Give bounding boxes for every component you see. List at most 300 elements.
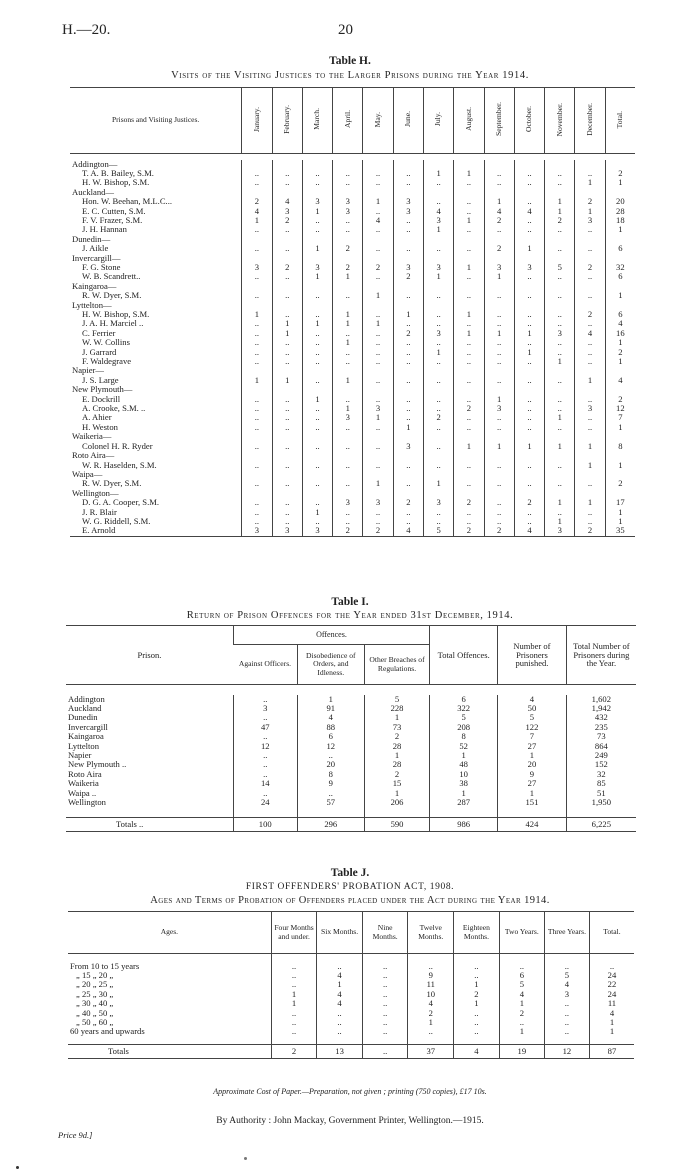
- table-cell: 2: [363, 526, 393, 536]
- table-cell: ..: [317, 1018, 363, 1027]
- table-cell: ..: [545, 319, 575, 328]
- authority-line: By Authority : John Mackay, Government Printer, Wellington.—1915.: [216, 1116, 484, 1126]
- table-cell: 1: [545, 498, 575, 507]
- table-cell: 3: [423, 216, 453, 225]
- table-cell: ..: [423, 291, 453, 300]
- table-cell: 1,950: [566, 798, 636, 807]
- table-cell: ..: [333, 169, 363, 178]
- table-cell: ..: [302, 442, 332, 451]
- table-cell: 1: [302, 207, 332, 216]
- page-header-ref: H.—20.: [62, 22, 111, 38]
- table-cell: ..: [363, 169, 393, 178]
- table-cell: ..: [302, 517, 332, 526]
- table-cell: 4: [514, 526, 544, 536]
- prison-name: Auckland: [68, 702, 102, 713]
- table-cell: ..: [242, 244, 272, 253]
- header-against: Against Officers.: [238, 659, 292, 669]
- justice-name: J. R. Blair: [82, 506, 117, 517]
- age-range: „ 20 „ 25 „: [76, 979, 114, 990]
- table-cell: ..: [302, 413, 332, 422]
- table-cell: ..: [575, 291, 605, 300]
- table-cell: 27: [498, 742, 566, 751]
- table-cell: ..: [545, 348, 575, 357]
- table-cell: ..: [242, 498, 272, 507]
- table-cell: 2: [272, 263, 302, 272]
- header-other: Other Breaches of Regulations.: [364, 645, 429, 685]
- table-cell: ..: [484, 498, 514, 507]
- table-cell: ..: [242, 338, 272, 347]
- table-h-header-label: December.: [584, 102, 594, 136]
- table-cell: 3: [302, 526, 332, 536]
- table-cell: ..: [423, 319, 453, 328]
- table-cell: ..: [454, 461, 484, 470]
- table-cell: ..: [545, 479, 575, 488]
- table-cell: ..: [271, 971, 316, 980]
- ink-speck: [16, 1166, 19, 1169]
- table-cell: ..: [233, 695, 297, 704]
- table-cell: 73: [364, 723, 429, 732]
- table-cell: 4: [589, 1009, 634, 1018]
- table-cell: ..: [233, 713, 297, 722]
- table-cell: ..: [545, 310, 575, 319]
- table-cell: 1: [271, 999, 316, 1008]
- table-cell: ..: [484, 338, 514, 347]
- prison-name: Invercargill: [68, 721, 108, 732]
- table-cell: ..: [317, 1027, 363, 1036]
- table-cell: ..: [233, 751, 297, 760]
- table-cell: 1: [484, 272, 514, 281]
- table-cell: 57: [297, 798, 364, 807]
- table-cell: ..: [545, 461, 575, 470]
- table-cell: 2: [575, 197, 605, 206]
- table-cell: 1: [423, 169, 453, 178]
- total-cell: 986: [430, 817, 498, 831]
- table-cell: 5: [498, 713, 566, 722]
- table-cell: ..: [393, 216, 423, 225]
- table-cell: 3: [393, 442, 423, 451]
- table-cell: ..: [454, 319, 484, 328]
- table-cell: 2: [454, 526, 484, 536]
- total-cell: 4: [454, 1045, 500, 1059]
- table-cell: ..: [333, 329, 363, 338]
- table-cell: 3: [423, 329, 453, 338]
- table-cell: ..: [423, 357, 453, 366]
- table-cell: 1: [423, 479, 453, 488]
- prison-group-name: Addington—: [72, 158, 118, 169]
- table-row: [66, 760, 636, 769]
- table-cell: ..: [408, 1027, 454, 1036]
- table-cell: ..: [484, 178, 514, 187]
- table-cell: 32: [566, 770, 636, 779]
- table-cell: ..: [272, 310, 302, 319]
- table-cell: 3: [302, 263, 332, 272]
- table-cell: 6: [430, 695, 498, 704]
- table-cell: ..: [333, 395, 363, 404]
- prison-group-name: Invercargill—: [72, 252, 121, 263]
- table-cell: 6: [499, 971, 544, 980]
- table-cell: 1: [454, 263, 484, 272]
- table-cell: ..: [317, 962, 363, 971]
- table-cell: ..: [302, 423, 332, 432]
- table-cell: 1: [363, 291, 393, 300]
- table-cell: ..: [484, 225, 514, 234]
- justice-name: F. Waldegrave: [82, 356, 132, 367]
- table-h-title: Table H.: [329, 55, 371, 67]
- table-cell: 14: [233, 779, 297, 788]
- table-row: [70, 479, 635, 488]
- table-cell: ..: [484, 357, 514, 366]
- table-j-header: Four Months and under.: [271, 912, 316, 954]
- table-cell: 73: [566, 732, 636, 741]
- table-h-header: [363, 88, 393, 154]
- table-h-header-label: May.: [372, 111, 382, 127]
- table-cell: ..: [454, 1027, 500, 1036]
- table-cell: ..: [484, 508, 514, 517]
- table-row: [70, 207, 635, 216]
- table-row: [70, 329, 635, 338]
- table-row: [66, 713, 636, 722]
- table-cell: ..: [302, 225, 332, 234]
- table-cell: ..: [362, 962, 408, 971]
- table-cell: 432: [566, 713, 636, 722]
- table-cell: 2: [575, 310, 605, 319]
- table-cell: ..: [545, 291, 575, 300]
- table-h-header: [333, 88, 363, 154]
- table-h-subtitle: Visits of the Visiting Justices to the Larger Prisons during the Year 1914.: [171, 70, 529, 81]
- table-cell: 52: [430, 742, 498, 751]
- table-cell: ..: [544, 1009, 589, 1018]
- table-cell: 2: [454, 498, 484, 507]
- table-cell: 47: [233, 723, 297, 732]
- justice-name: W. B. Scandrett..: [82, 271, 141, 282]
- table-h-header: [605, 88, 635, 154]
- justice-name: J. A. H. Marciel ..: [82, 318, 144, 329]
- table-i-title: Table I.: [331, 596, 369, 608]
- table-cell: ..: [454, 357, 484, 366]
- justice-name: W. G. Riddell, S.M.: [82, 515, 151, 526]
- table-cell: ..: [514, 508, 544, 517]
- table-h-header: [545, 88, 575, 154]
- table-cell: ..: [242, 178, 272, 187]
- table-cell: 1: [605, 517, 635, 526]
- table-cell: 2: [499, 1009, 544, 1018]
- table-cell: 2: [575, 263, 605, 272]
- table-cell: 1: [575, 498, 605, 507]
- table-row: [68, 990, 634, 999]
- table-cell: 1: [454, 169, 484, 178]
- table-cell: 2: [454, 990, 500, 999]
- table-row: [70, 442, 635, 451]
- justice-name: J. S. Large: [82, 374, 119, 385]
- table-cell: 2: [575, 526, 605, 536]
- table-cell: ..: [423, 404, 453, 413]
- table-cell: ..: [302, 461, 332, 470]
- header-disobedience: Disobedience of Orders, and Idleness.: [297, 645, 364, 685]
- table-cell: ..: [575, 508, 605, 517]
- table-cell: 7: [498, 732, 566, 741]
- table-cell: ..: [242, 479, 272, 488]
- table-cell: ..: [302, 376, 332, 385]
- table-cell: ..: [362, 1018, 408, 1027]
- table-cell: 1: [454, 442, 484, 451]
- table-cell: 1: [514, 442, 544, 451]
- table-cell: ..: [393, 169, 423, 178]
- table-cell: ..: [233, 789, 297, 798]
- justice-name: F. V. Frazer, S.M.: [82, 214, 143, 225]
- table-cell: ..: [272, 404, 302, 413]
- table-row: [70, 301, 635, 310]
- justice-name: A. Crooke, S.M. ..: [82, 403, 146, 414]
- justice-name: T. A. B. Bailey, S.M.: [82, 167, 154, 178]
- table-cell: 11: [589, 999, 634, 1008]
- table-cell: 1,942: [566, 704, 636, 713]
- table-cell: ..: [363, 461, 393, 470]
- table-cell: 1: [498, 789, 566, 798]
- prison-group-name: New Plymouth—: [72, 384, 133, 395]
- table-cell: 1: [454, 329, 484, 338]
- table-row: [70, 178, 635, 187]
- table-cell: ..: [514, 357, 544, 366]
- table-h-header-label: February.: [282, 104, 292, 134]
- table-cell: 1: [363, 479, 393, 488]
- table-cell: ..: [514, 461, 544, 470]
- table-h-header: [302, 88, 332, 154]
- table-row: [70, 160, 635, 169]
- table-cell: ..: [514, 479, 544, 488]
- prison-group-name: Lyttelton—: [72, 299, 112, 310]
- table-cell: ..: [545, 225, 575, 234]
- table-cell: 12: [297, 742, 364, 751]
- table-row: [70, 291, 635, 300]
- table-h-header-label: April.: [342, 110, 352, 129]
- table-cell: ..: [242, 291, 272, 300]
- table-cell: 12: [605, 404, 635, 413]
- table-cell: ..: [362, 1009, 408, 1018]
- table-cell: 4: [484, 207, 514, 216]
- table-cell: 4: [544, 980, 589, 989]
- table-cell: 249: [566, 751, 636, 760]
- prison-group-name: Auckland—: [72, 186, 115, 197]
- table-cell: ..: [272, 395, 302, 404]
- table-cell: ..: [363, 423, 393, 432]
- table-cell: ..: [575, 338, 605, 347]
- table-cell: 3: [333, 197, 363, 206]
- table-cell: 1: [605, 338, 635, 347]
- table-cell: 24: [589, 990, 634, 999]
- table-cell: ..: [333, 479, 363, 488]
- table-cell: 1: [333, 376, 363, 385]
- table-cell: 1: [575, 207, 605, 216]
- table-cell: 235: [566, 723, 636, 732]
- total-cell: 2: [271, 1045, 316, 1059]
- table-i-subtitle: Return of Prison Offences for the Year ended 31st December, 1914.: [186, 610, 514, 621]
- table-cell: 1: [271, 990, 316, 999]
- totals-row: [66, 817, 636, 831]
- table-row: [70, 272, 635, 281]
- table-row: [66, 704, 636, 713]
- table-row: [68, 999, 634, 1008]
- table-cell: ..: [272, 413, 302, 422]
- table-cell: ..: [233, 732, 297, 741]
- table-cell: 1: [393, 310, 423, 319]
- table-cell: ..: [272, 169, 302, 178]
- table-row: [70, 357, 635, 366]
- table-cell: ..: [393, 348, 423, 357]
- prison-group-name: Roto Aira—: [72, 450, 115, 461]
- table-cell: ..: [242, 272, 272, 281]
- table-cell: 1: [242, 376, 272, 385]
- table-cell: ..: [423, 423, 453, 432]
- total-cell: 12: [544, 1045, 589, 1059]
- table-cell: 152: [566, 760, 636, 769]
- table-cell: 1: [605, 178, 635, 187]
- table-cell: 11: [408, 980, 454, 989]
- table-cell: 4: [575, 329, 605, 338]
- table-cell: 3: [484, 404, 514, 413]
- table-cell: ..: [575, 479, 605, 488]
- table-cell: ..: [575, 517, 605, 526]
- table-j: [68, 911, 634, 1059]
- table-cell: ..: [242, 329, 272, 338]
- table-cell: 3: [363, 498, 393, 507]
- justice-name: H. W. Bishop, S.M.: [82, 309, 150, 319]
- table-cell: 1,602: [566, 695, 636, 704]
- justice-name: J. Aikle: [82, 243, 109, 254]
- table-cell: 17: [605, 498, 635, 507]
- age-range: „ 50 „ 60 „: [76, 1016, 114, 1027]
- table-cell: 3: [393, 263, 423, 272]
- table-cell: ..: [514, 225, 544, 234]
- table-cell: ..: [302, 348, 332, 357]
- table-j-header: Ages.: [160, 927, 179, 937]
- total-cell: 100: [233, 817, 297, 831]
- table-cell: 1: [605, 423, 635, 432]
- table-cell: ..: [514, 197, 544, 206]
- table-cell: ..: [242, 225, 272, 234]
- table-cell: 1: [499, 999, 544, 1008]
- table-row: [68, 1018, 634, 1027]
- page-number: 20: [338, 22, 353, 38]
- table-cell: 1: [575, 178, 605, 187]
- table-cell: ..: [363, 207, 393, 216]
- table-cell: ..: [423, 244, 453, 253]
- table-cell: ..: [302, 357, 332, 366]
- table-cell: 1: [430, 751, 498, 760]
- justice-name: R. W. Dyer, S.M.: [82, 478, 142, 489]
- table-cell: 1: [272, 319, 302, 328]
- table-cell: ..: [242, 348, 272, 357]
- total-cell: 296: [297, 817, 364, 831]
- table-cell: 4: [499, 990, 544, 999]
- table-cell: 91: [297, 704, 364, 713]
- table-cell: 4: [605, 319, 635, 328]
- table-cell: ..: [362, 1027, 408, 1036]
- table-cell: ..: [333, 357, 363, 366]
- table-cell: 3: [302, 197, 332, 206]
- table-cell: 88: [297, 723, 364, 732]
- table-cell: 1: [430, 789, 498, 798]
- table-cell: ..: [545, 395, 575, 404]
- table-cell: ..: [242, 319, 272, 328]
- table-cell: ..: [302, 310, 332, 319]
- table-cell: ..: [393, 225, 423, 234]
- table-cell: ..: [545, 272, 575, 281]
- table-cell: ..: [302, 479, 332, 488]
- table-cell: 206: [364, 798, 429, 807]
- table-cell: ..: [484, 310, 514, 319]
- table-cell: 16: [605, 329, 635, 338]
- table-cell: 151: [498, 798, 566, 807]
- table-j-header: Nine Months.: [362, 912, 408, 954]
- table-cell: 1: [605, 291, 635, 300]
- table-cell: 3: [272, 207, 302, 216]
- table-cell: 4: [605, 376, 635, 385]
- table-row: [68, 1027, 634, 1036]
- table-cell: ..: [333, 291, 363, 300]
- table-cell: 24: [589, 971, 634, 980]
- table-cell: 1: [272, 376, 302, 385]
- table-cell: 2: [333, 244, 363, 253]
- prison-name: Dunedin: [68, 712, 98, 723]
- table-cell: 8: [605, 442, 635, 451]
- table-cell: ..: [575, 348, 605, 357]
- table-cell: ..: [545, 404, 575, 413]
- table-cell: 1: [454, 999, 500, 1008]
- table-cell: 85: [566, 779, 636, 788]
- table-cell: 3: [545, 329, 575, 338]
- table-cell: ..: [302, 291, 332, 300]
- table-cell: 3: [575, 404, 605, 413]
- table-cell: 2: [364, 732, 429, 741]
- table-h-header: [272, 88, 302, 154]
- header-number-punished: Number of Prisoners punished.: [498, 626, 566, 685]
- table-row: [70, 508, 635, 517]
- table-cell: 1: [363, 413, 393, 422]
- table-cell: 3: [333, 207, 363, 216]
- table-cell: ..: [333, 461, 363, 470]
- table-cell: 9: [408, 971, 454, 980]
- table-j-header: Eighteen Months.: [454, 912, 500, 954]
- table-cell: ..: [393, 517, 423, 526]
- table-cell: ..: [272, 225, 302, 234]
- table-cell: ..: [363, 442, 393, 451]
- table-cell: ..: [333, 225, 363, 234]
- table-cell: ..: [393, 508, 423, 517]
- table-cell: ..: [302, 178, 332, 187]
- prison-name: New Plymouth ..: [68, 759, 127, 770]
- table-cell: ..: [454, 338, 484, 347]
- justice-name: E. C. Cutten, S.M.: [82, 205, 146, 216]
- table-cell: 12: [233, 742, 297, 751]
- table-cell: ..: [233, 760, 297, 769]
- table-cell: ..: [454, 197, 484, 206]
- table-cell: 287: [430, 798, 498, 807]
- table-row: [70, 423, 635, 432]
- table-cell: 4: [514, 207, 544, 216]
- table-cell: 35: [605, 526, 635, 536]
- table-cell: 1: [605, 508, 635, 517]
- prison-group-name: Napier—: [72, 365, 104, 376]
- table-cell: 1: [302, 272, 332, 281]
- prison-name: Wellington: [68, 796, 106, 807]
- header-total-offences: Total Offences.: [430, 626, 498, 685]
- table-row: [70, 498, 635, 507]
- table-row: [70, 197, 635, 206]
- justice-name: J. Garrard: [82, 346, 117, 357]
- table-cell: 1: [408, 1018, 454, 1027]
- table-cell: ..: [272, 498, 302, 507]
- table-cell: 2: [363, 263, 393, 272]
